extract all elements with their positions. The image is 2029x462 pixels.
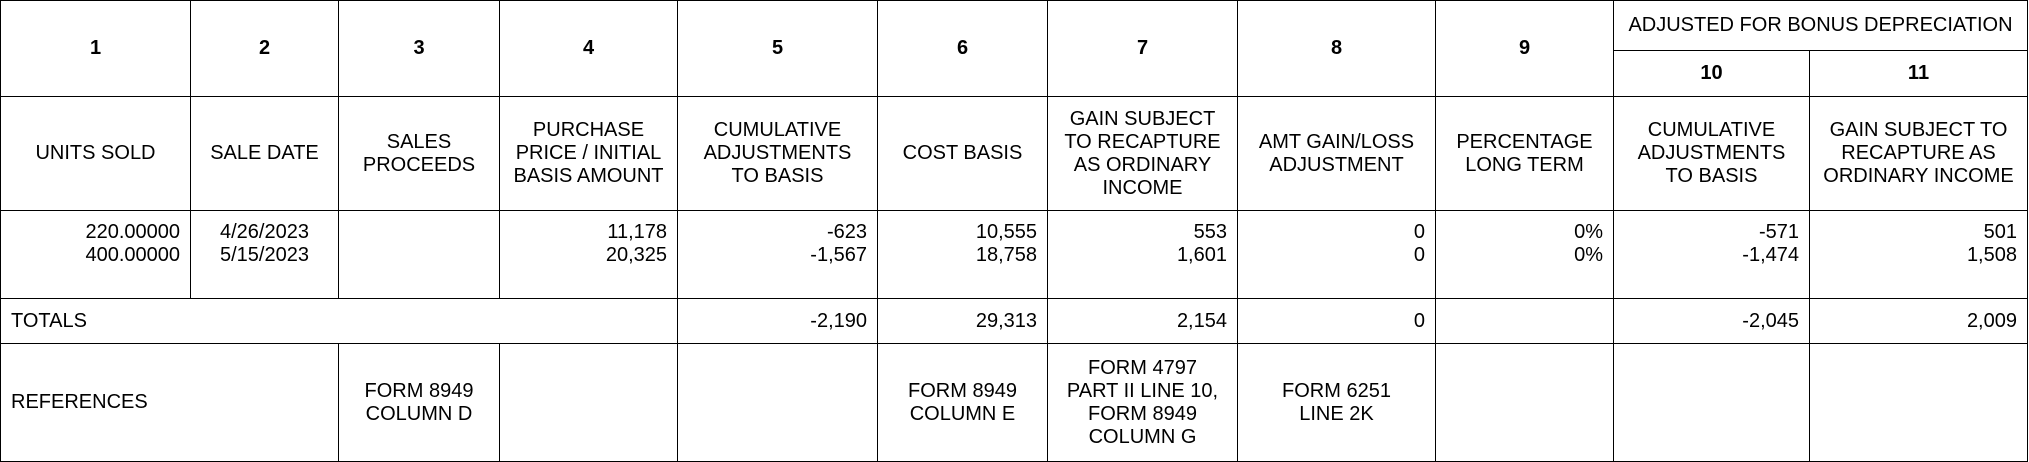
cost-basis-value: 18,758 (975, 244, 1037, 266)
purchase-price-value: 11,178 (607, 221, 667, 243)
ref-line: LINE 2K (1299, 402, 1374, 425)
col-title-gain-recapture (1048, 97, 1238, 211)
sales-proceeds-cell (339, 211, 500, 299)
totals-percentage-long-term (1436, 299, 1614, 344)
title-line: PROCEEDS (362, 153, 476, 176)
totals-cost-basis: 29,313 (878, 299, 1048, 344)
title-line: AS ORDINARY (1073, 153, 1212, 176)
ref-bonus-gain-recapture (1810, 344, 2028, 462)
percentage-long-term-value: 0% (1574, 244, 1603, 266)
col-title-sales-proceeds (339, 97, 500, 211)
ref-cost-basis (878, 344, 1048, 462)
cumulative-adjustments-cell (678, 211, 878, 299)
cost-basis-value: 10,555 (975, 221, 1037, 243)
ref-percentage-long-term (1436, 344, 1614, 462)
col-3-number: 3 (339, 1, 500, 97)
units-sold-value: 220.00000 (85, 221, 180, 243)
purchase-price-cell (500, 211, 678, 299)
col-2-number: 2 (191, 1, 339, 97)
ref-line: COLUMN E (909, 402, 1016, 425)
totals-label: TOTALS (1, 299, 678, 344)
percentage-long-term-value: 0% (1574, 221, 1603, 243)
title-line: GAIN SUBJECT TO (1829, 119, 2008, 141)
title-line: CUMULATIVE (1647, 119, 1776, 141)
header-number-row (1, 1, 2028, 51)
ref-line: FORM 4797 (1088, 356, 1197, 379)
col-8-number: 8 (1238, 1, 1436, 97)
col-title-bonus-cumulative-adjustments (1614, 97, 1810, 211)
col-6-number: 6 (878, 1, 1048, 97)
amt-adjustment-value: 0 (1413, 221, 1425, 243)
cost-basis-cell (878, 211, 1048, 299)
col-title-cost-basis (878, 97, 1048, 211)
col-9-number: 9 (1436, 1, 1614, 97)
totals-amt-adjustment: 0 (1238, 299, 1436, 344)
bonus-gain-recapture-value: 501 (1983, 221, 2017, 243)
title-line: ORDINARY INCOME (1823, 165, 2014, 187)
title-line: SALES (386, 130, 452, 153)
sale-date-value: 4/26/2023 (220, 221, 309, 243)
ref-purchase-price (500, 344, 678, 462)
col-title-amt-adjustment (1238, 97, 1436, 211)
col-title-units-sold (1, 97, 191, 211)
ref-cumulative-adjustments (678, 344, 878, 462)
totals-cumulative-adjustments: -2,190 (678, 299, 878, 344)
title-line: PRICE / INITIAL (515, 142, 662, 164)
col-5-number: 5 (678, 1, 878, 97)
ref-amt-adjustment (1238, 344, 1436, 462)
title-line: BASIS AMOUNT (513, 165, 664, 187)
col-10-number: 10 (1614, 51, 1810, 97)
cumulative-adjustments-value: -1,567 (810, 244, 867, 266)
ref-line: COLUMN D (365, 402, 473, 425)
bonus-cumulative-adjustments-value: -571 (1758, 221, 1799, 243)
ref-line: FORM 6251 (1282, 379, 1391, 402)
data-row (1, 211, 2028, 299)
references-row (1, 344, 2028, 462)
totals-bonus-gain-recapture: 2,009 (1810, 299, 2028, 344)
totals-row (1, 299, 2028, 344)
ref-bonus-cumulative-adjustments (1614, 344, 1810, 462)
title-line: PURCHASE (532, 119, 645, 141)
bonus-cumulative-adjustments-value: -1,474 (1742, 244, 1799, 266)
ref-line: FORM 8949 (908, 379, 1017, 402)
ref-line: FORM 8949 (364, 379, 474, 402)
bonus-cumulative-adjustments-cell (1614, 211, 1810, 299)
bonus-gain-recapture-cell (1810, 211, 2028, 299)
purchase-price-value: 20,325 (605, 244, 667, 266)
sale-date-value: 5/15/2023 (220, 244, 309, 266)
ref-line: PART II LINE 10, (1066, 379, 1219, 402)
title-line: SALE DATE (210, 142, 319, 164)
references-label: REFERENCES (1, 344, 339, 462)
col-title-purchase-price (500, 97, 678, 211)
title-line: GAIN SUBJECT (1069, 107, 1216, 130)
ref-sales-proceeds (339, 344, 500, 462)
gain-recapture-cell (1048, 211, 1238, 299)
totals-bonus-cumulative-adjustments: -2,045 (1614, 299, 1810, 344)
title-line: UNITS SOLD (35, 142, 156, 164)
bonus-gain-recapture-value: 1,508 (1966, 244, 2017, 266)
units-sold-value: 400.00000 (85, 244, 180, 266)
amt-adjustment-value: 0 (1413, 244, 1425, 266)
ref-line: COLUMN G (1088, 425, 1197, 448)
title-line: COST BASIS (902, 142, 1023, 164)
col-title-bonus-gain-recapture (1810, 97, 2028, 211)
title-line: AMT GAIN/LOSS (1258, 130, 1415, 153)
col-7-number: 7 (1048, 1, 1238, 97)
title-line: ADJUSTMENTS (1637, 142, 1786, 164)
totals-gain-recapture: 2,154 (1048, 299, 1238, 344)
column-title-row (1, 97, 2028, 211)
title-line: ADJUSTMENT (1269, 153, 1404, 176)
col-title-cumulative-adjustments (678, 97, 878, 211)
units-sold-cell (1, 211, 191, 299)
bonus-depreciation-group-header: ADJUSTED FOR BONUS DEPRECIATION (1614, 1, 2028, 51)
gain-recapture-value: 553 (1193, 221, 1227, 243)
col-1-number: 1 (1, 1, 191, 97)
col-title-sale-date (191, 97, 339, 211)
col-4-number: 4 (500, 1, 678, 97)
col-11-number: 11 (1810, 51, 2028, 97)
percentage-long-term-cell (1436, 211, 1614, 299)
title-line: RECAPTURE AS (1841, 142, 1996, 164)
title-line: PERCENTAGE (1456, 130, 1593, 153)
title-line: TO RECAPTURE (1064, 130, 1221, 153)
ref-line: FORM 8949 (1088, 402, 1197, 425)
title-line: TO BASIS (1665, 165, 1758, 187)
title-line: LONG TERM (1465, 153, 1584, 176)
sale-date-cell (191, 211, 339, 299)
ref-gain-recapture (1048, 344, 1238, 462)
title-line: ADJUSTMENTS (703, 142, 852, 164)
title-line: INCOME (1102, 176, 1183, 199)
amt-adjustment-cell (1238, 211, 1436, 299)
cumulative-adjustments-value: -623 (826, 221, 867, 243)
title-line: TO BASIS (731, 165, 824, 187)
title-line: CUMULATIVE (713, 119, 842, 141)
gain-recapture-value: 1,601 (1176, 244, 1227, 266)
col-title-percentage-long-term (1436, 97, 1614, 211)
